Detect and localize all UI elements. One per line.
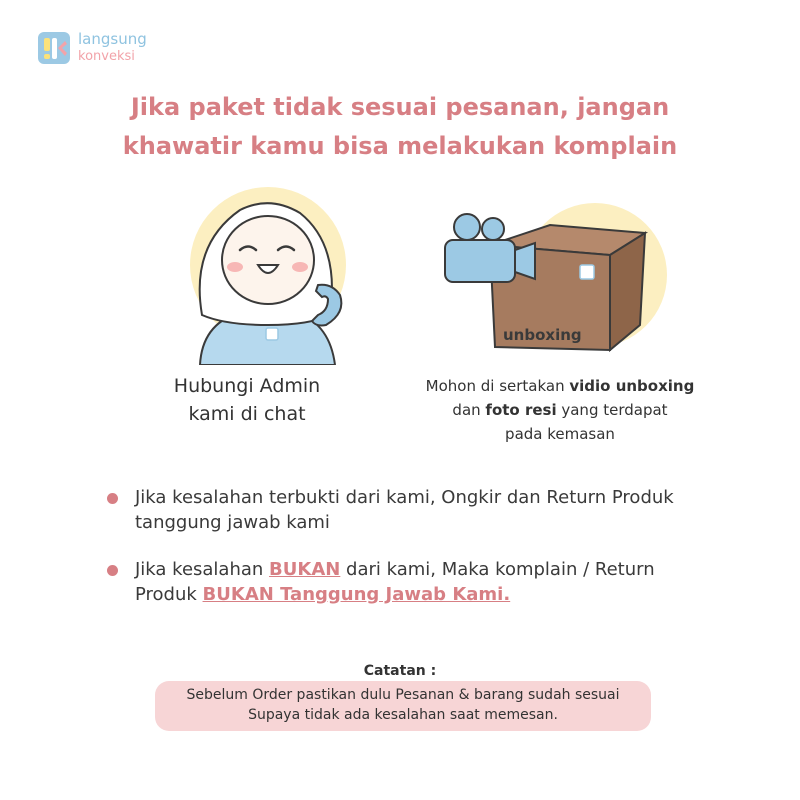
unboxing-box-icon — [435, 195, 675, 365]
caption-bold: vidio unboxing — [569, 377, 695, 395]
bullet-text-line1 — [135, 557, 705, 582]
brand-line2: konveksi — [78, 49, 135, 64]
bullet-text: Jika kesalahan — [135, 559, 270, 580]
note-box — [155, 681, 651, 731]
highlight-text: BUKAN — [269, 559, 341, 580]
brand-logo-icon — [37, 31, 71, 65]
title-line1: Jika paket tidak sesuai pesanan, jangan — [130, 93, 670, 121]
page-title — [0, 88, 800, 166]
caption-line1: Hubungi Admin — [173, 375, 321, 397]
caption-line3: pada kemasan — [505, 425, 615, 443]
caption-text: dan — [452, 401, 486, 419]
note-line2: Supaya tidak ada kesalahan saat memesan. — [248, 707, 558, 723]
bullet-text-line1: Jika kesalahan terbukti dari kami, Ongkir dan Return Produk — [135, 487, 674, 508]
box-label: unboxing — [503, 326, 582, 344]
caption-text: yang terdapat — [556, 401, 668, 419]
brand-logo — [37, 31, 147, 65]
brand-name — [78, 31, 147, 65]
policy-list — [105, 485, 705, 629]
caption-text: Mohon di sertakan — [425, 377, 570, 395]
admin-illustration-icon — [180, 185, 360, 365]
bullet-dot-icon — [107, 565, 118, 576]
unboxing-caption — [405, 374, 715, 446]
caption-line2: kami di chat — [188, 403, 306, 425]
policy-item — [105, 485, 705, 535]
note-line1: Sebelum Order pastikan dulu Pesanan & barang sudah sesuai — [186, 687, 620, 703]
bullet-text: Produk — [135, 584, 203, 605]
policy-item — [105, 557, 705, 607]
bullet-text-line2: tanggung jawab kami — [135, 512, 330, 533]
highlight-text: BUKAN Tanggung Jawab Kami. — [202, 584, 511, 605]
bullet-text: dari kami, Maka komplain / Return — [340, 559, 655, 580]
caption-bold: foto resi — [485, 401, 557, 419]
caption-line1 — [405, 374, 715, 398]
caption-line2 — [405, 398, 715, 422]
note-title: Catatan : — [363, 663, 437, 679]
contact-admin-caption — [147, 372, 347, 428]
title-line2: khawatir kamu bisa melakukan komplain — [122, 132, 678, 160]
bullet-text-line2 — [135, 582, 705, 607]
bullet-dot-icon — [107, 493, 118, 504]
brand-line1: langsung — [78, 30, 147, 48]
